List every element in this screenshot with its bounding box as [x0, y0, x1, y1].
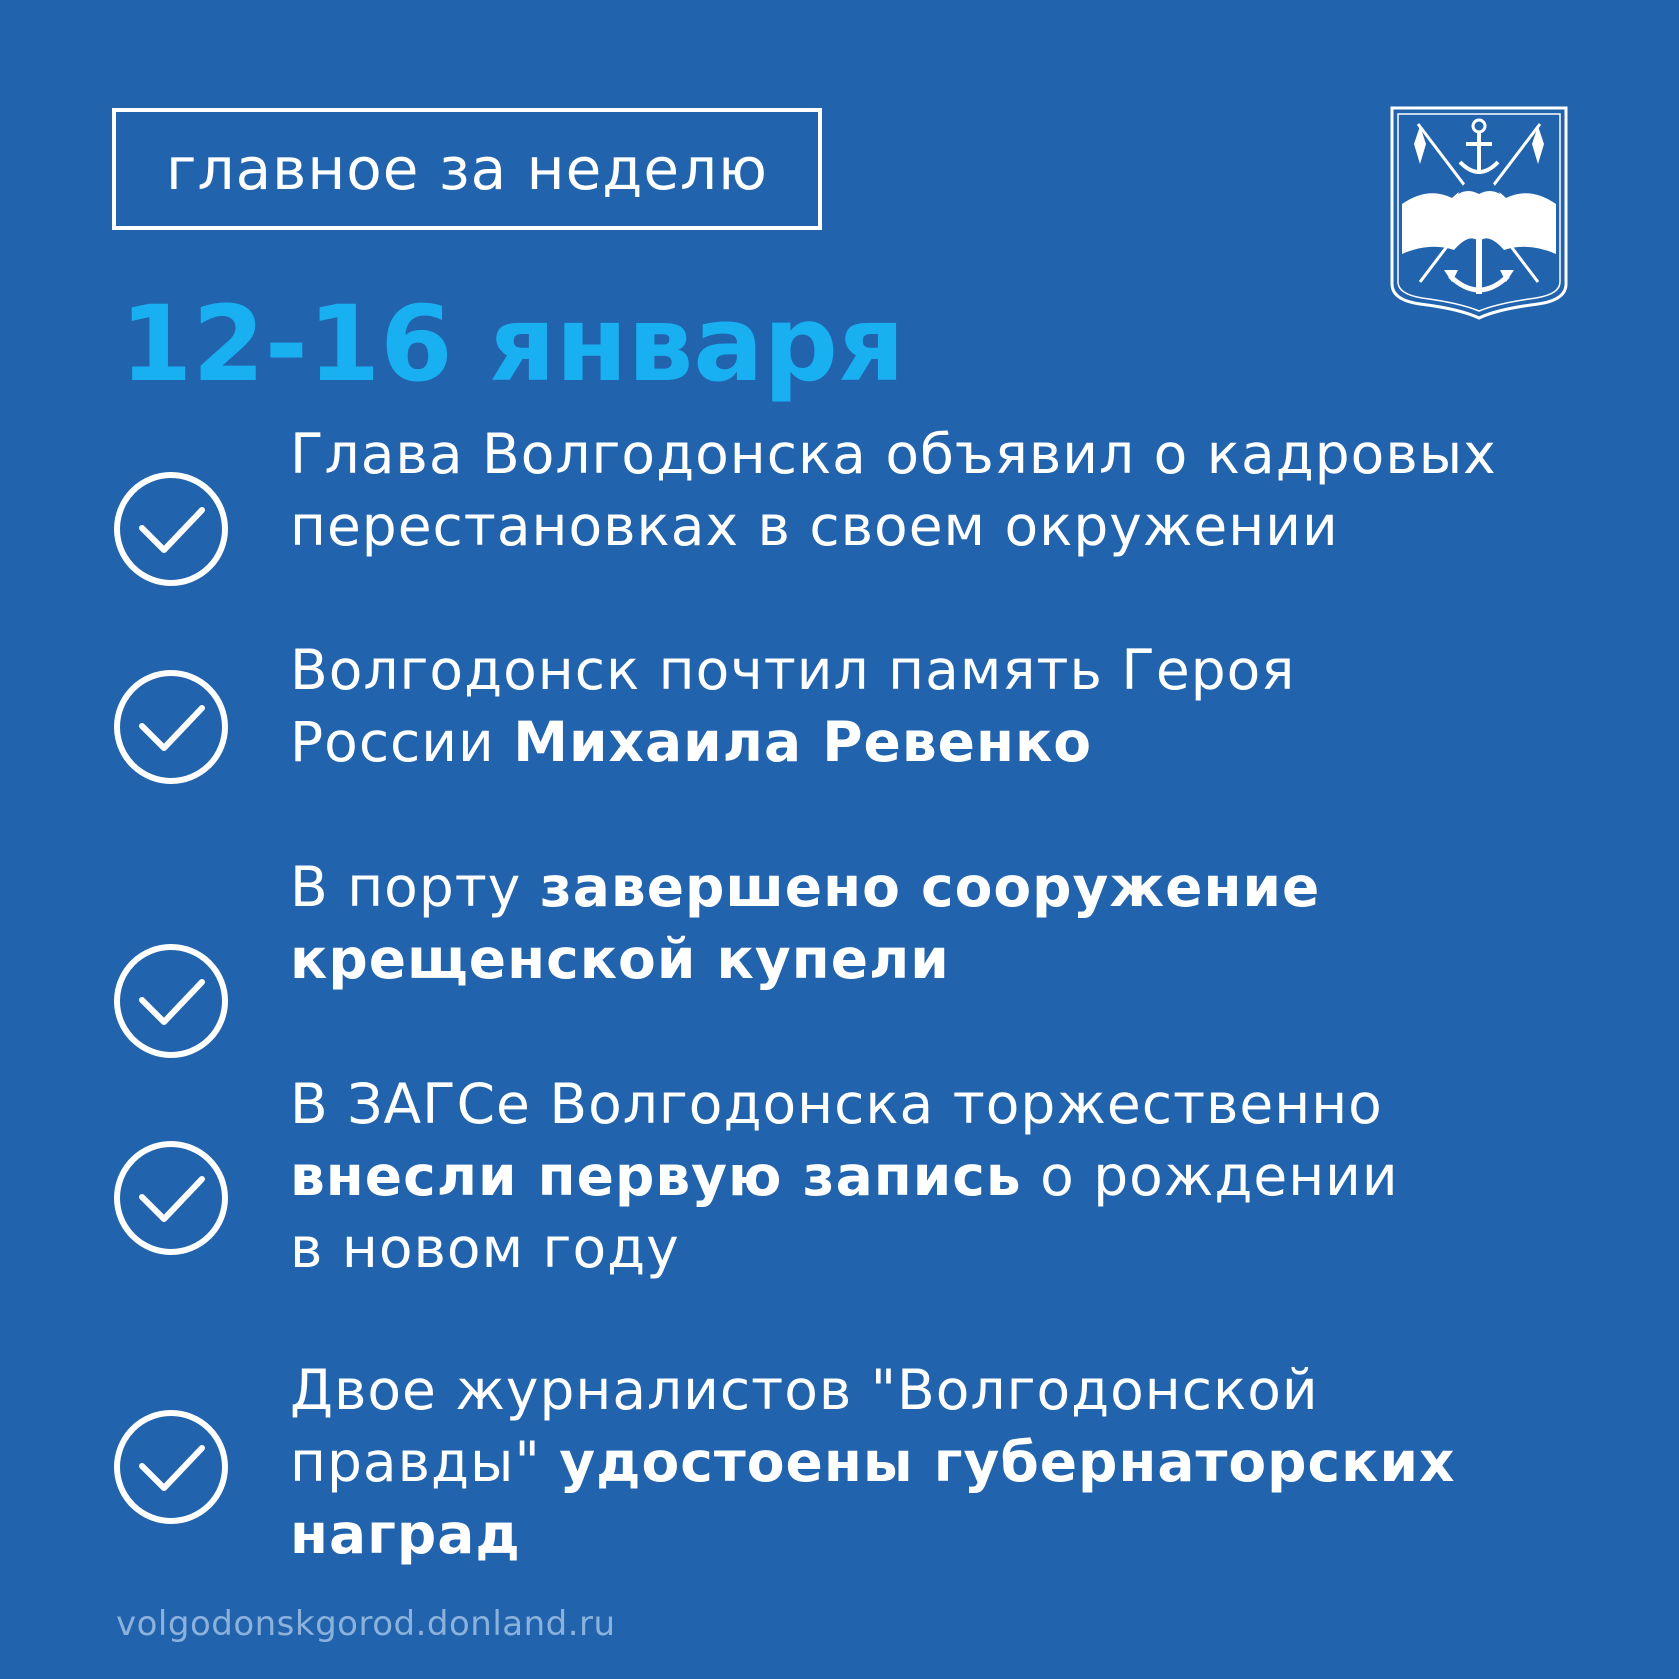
news-text: Двое журналистов "Волгодонской правды" удостоены губернаторских наград — [290, 1358, 1456, 1566]
checkmark-circle-icon — [112, 1408, 230, 1526]
city-coat-of-arms-anchor-icon — [1388, 104, 1570, 320]
news-text: В порту завершено сооружение крещенской купели — [290, 855, 1321, 991]
checkmark-circle-icon — [112, 668, 230, 786]
news-text: В ЗАГСе Волгодонска торжественно внесли первую запись о рождении в новом году — [290, 1072, 1399, 1280]
checkmark-circle-icon — [112, 1139, 230, 1257]
checkmark-circle-icon — [112, 470, 230, 588]
weekly-highlights-label-box — [112, 108, 822, 230]
weekly-highlights-label: главное за неделю — [166, 135, 768, 203]
news-text: Глава Волгодонска объявил о кадровых перестановках в своем окружении — [290, 422, 1497, 558]
checkmark-circle-icon — [112, 942, 230, 1060]
news-text: Волгодонск почтил память Героя России Михаила Ревенко — [290, 638, 1296, 774]
date-range-title: 12-16 января — [120, 283, 905, 405]
footer-website-url[interactable]: volgodonskgorod.donland.ru — [116, 1604, 616, 1644]
